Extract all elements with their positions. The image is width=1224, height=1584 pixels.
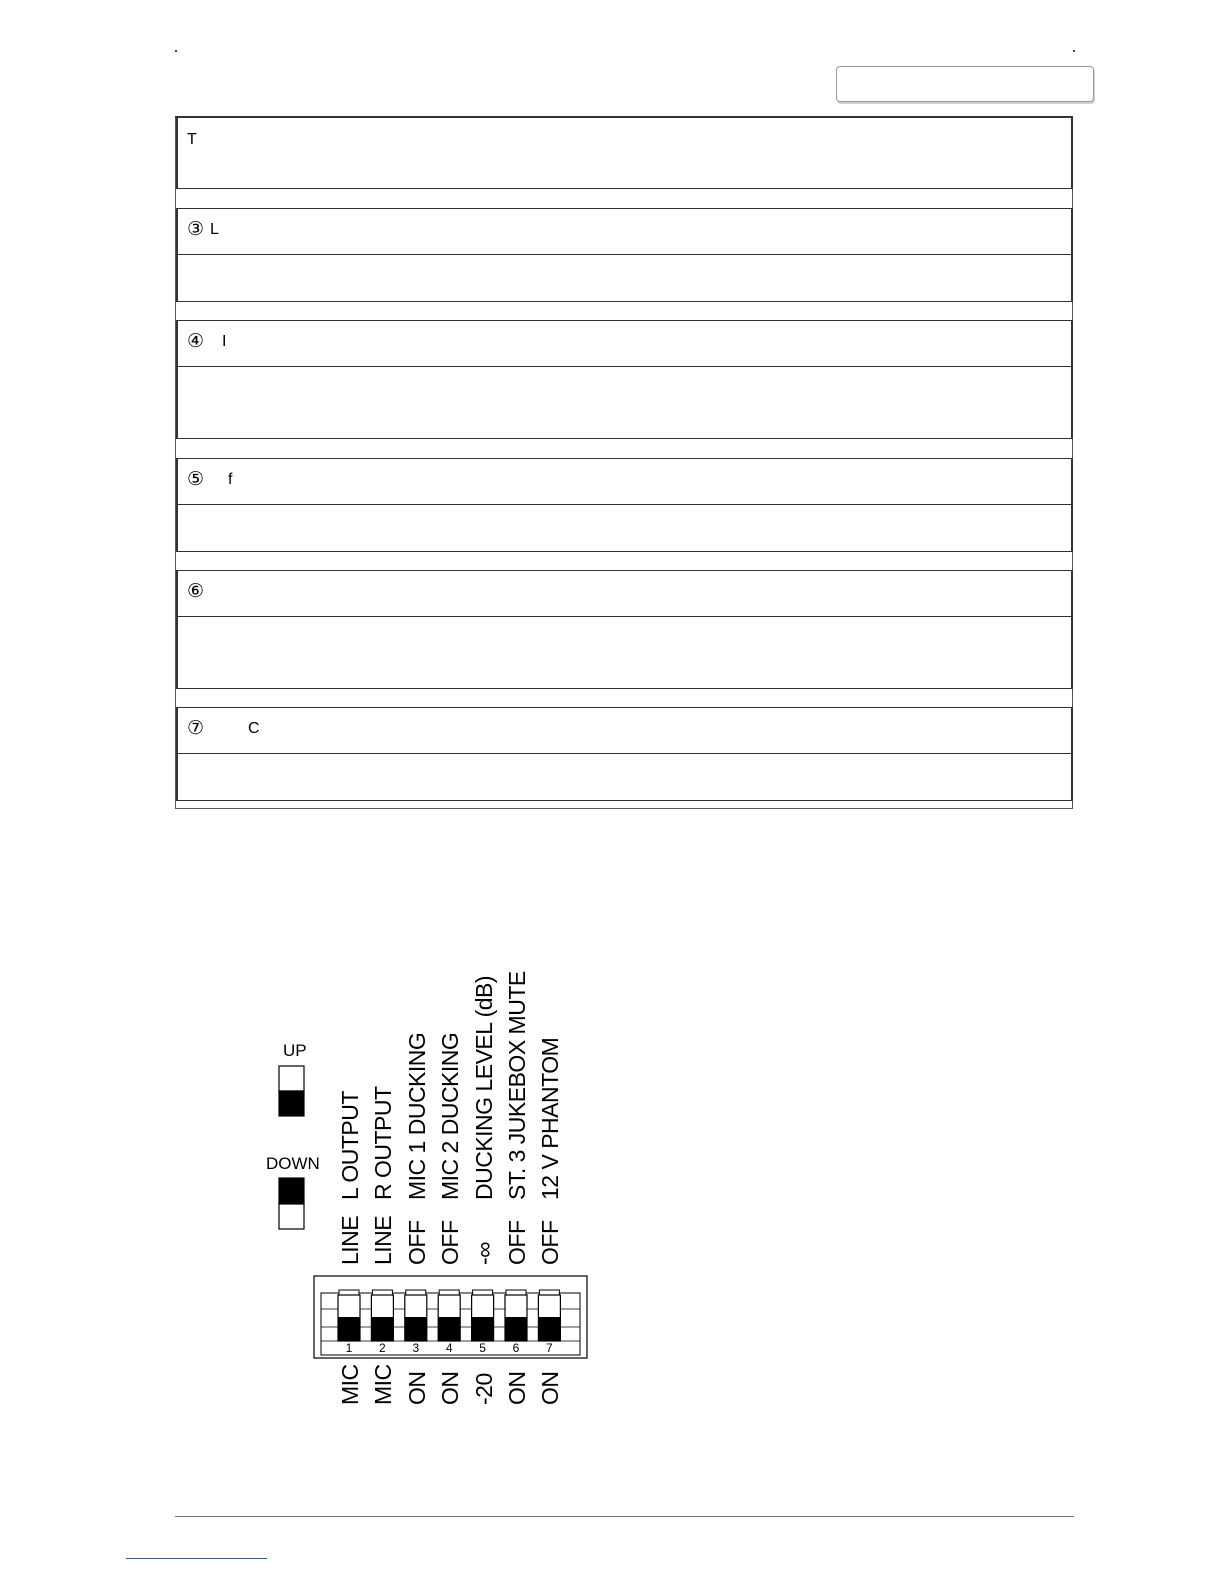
switch-function-label: 12 V PHANTOM — [537, 1037, 564, 1200]
dip-switch-lever — [538, 1317, 560, 1341]
dip-switch-diagram — [262, 971, 592, 1415]
section-header-3 — [176, 208, 1073, 255]
dip-switch-5[interactable] — [472, 1290, 494, 1341]
switch-up-value: OFF — [504, 1220, 530, 1265]
dip-switch-1[interactable] — [338, 1290, 360, 1341]
section-header-4 — [176, 320, 1073, 367]
switch-up-value: OFF — [437, 1220, 464, 1265]
switch-position-number: 2 — [379, 1341, 386, 1355]
dip-switch-2[interactable] — [371, 1290, 393, 1341]
legend-up-label: UP — [283, 1041, 307, 1060]
section-header-6 — [176, 570, 1073, 617]
switch-function-label: MIC 2 DUCKING — [437, 1032, 464, 1200]
switch-down-value: MIC — [337, 1364, 363, 1405]
switch-position-number: 1 — [345, 1341, 353, 1355]
corner-mark-right — [1073, 50, 1075, 52]
section-label: I — [222, 333, 227, 350]
switch-position-number: 6 — [512, 1341, 520, 1355]
switch-down-value: -20 — [470, 1373, 497, 1405]
switch-position-number: 7 — [546, 1341, 553, 1355]
section-number: ⑤ — [187, 469, 205, 490]
switch-up-value: OFF — [403, 1220, 430, 1265]
dip-switch-lever — [338, 1317, 360, 1341]
legend-down-label: DOWN — [266, 1154, 320, 1173]
section-label: C — [248, 720, 260, 737]
section-number: ④ — [187, 331, 205, 352]
dip-switch-3[interactable] — [405, 1290, 427, 1341]
dip-switch-lever — [505, 1317, 527, 1341]
dip-switch-4[interactable] — [438, 1290, 460, 1341]
switch-up-value: -∞ — [470, 1241, 497, 1265]
switch-down-value: ON — [437, 1371, 464, 1405]
switch-function-label: L OUTPUT — [337, 1091, 363, 1200]
intro-text: T — [187, 131, 197, 148]
dip-switch-lever — [472, 1317, 494, 1341]
corner-mark-left — [175, 50, 177, 52]
switch-down-value: MIC — [370, 1364, 397, 1405]
footer-link-underline — [126, 1558, 267, 1559]
dip-switch-lever — [371, 1317, 393, 1341]
switch-up-value: LINE — [370, 1215, 397, 1265]
footer-rule — [175, 1516, 1074, 1517]
section-body-6 — [176, 617, 1073, 689]
switch-down-value: ON — [403, 1371, 430, 1405]
switch-function-label: DUCKING LEVEL (dB) — [470, 975, 497, 1200]
switch-position-number: 4 — [445, 1341, 453, 1355]
switch-down-value: ON — [504, 1371, 530, 1405]
section-body-7 — [176, 754, 1073, 801]
switch-function-label: ST. 3 JUKEBOX MUTE — [504, 971, 530, 1200]
dip-switch-7[interactable] — [538, 1290, 560, 1341]
header-box — [836, 66, 1094, 102]
dip-switch-lever — [405, 1317, 427, 1341]
switch-position-number: 3 — [412, 1341, 420, 1355]
dip-switch-lever — [438, 1317, 460, 1341]
section-body-4 — [176, 367, 1073, 439]
dip-switch-6[interactable] — [505, 1290, 527, 1341]
section-number: ⑦ — [187, 718, 205, 739]
section-header-5 — [176, 458, 1073, 505]
section-body-5 — [176, 505, 1073, 552]
legend-down-switch-icon — [279, 1178, 304, 1229]
switch-function-label: MIC 1 DUCKING — [403, 1032, 430, 1200]
section-label: L — [210, 221, 219, 238]
section-number: ③ — [187, 219, 205, 240]
legend-up-switch-icon — [279, 1066, 304, 1116]
switch-down-value: ON — [537, 1371, 564, 1405]
switch-function-label: R OUTPUT — [370, 1086, 397, 1200]
switch-position-number: 5 — [479, 1341, 486, 1355]
section-number: ⑥ — [187, 581, 205, 602]
switch-up-value: LINE — [337, 1215, 363, 1265]
section-body-3 — [176, 255, 1073, 302]
table-intro-row — [176, 117, 1073, 189]
section-label: f — [228, 471, 233, 488]
switch-up-value: OFF — [537, 1220, 564, 1265]
section-header-7 — [176, 707, 1073, 754]
